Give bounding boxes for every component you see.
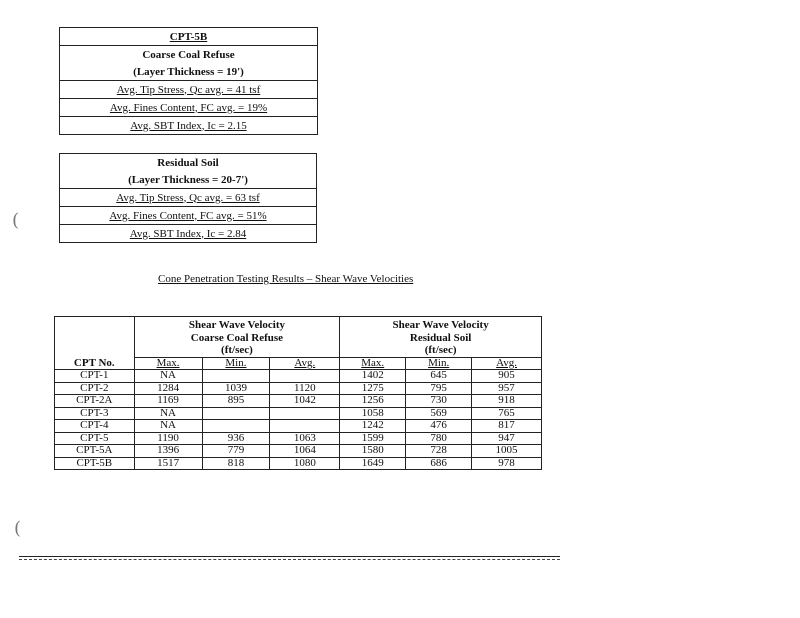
cell-coal-avg: [270, 370, 340, 383]
cell-coal-max: NA: [134, 407, 202, 420]
table-row: [55, 445, 542, 458]
box2-material: Residual Soil: [60, 154, 317, 172]
header-cpt-no: CPT No.: [55, 317, 135, 370]
cell-coal-min: [202, 370, 270, 383]
box1-fines: Avg. Fines Content, FC avg. = 19%: [60, 99, 318, 117]
table-row: [55, 370, 542, 383]
box2-sbt: Avg. SBT Index, Ic = 2.84: [60, 225, 317, 243]
sub-coal-min: Min.: [202, 357, 270, 370]
cell-soil-max: 1242: [340, 420, 406, 433]
cell-cpt: CPT-2: [55, 382, 135, 395]
cell-coal-avg: [270, 420, 340, 433]
cell-soil-min: 730: [406, 395, 472, 408]
unit-coal: (ft/sec): [134, 345, 340, 357]
cell-soil-max: 1256: [340, 395, 406, 408]
unit-soil: (ft/sec): [340, 345, 542, 357]
cell-soil-max: 1402: [340, 370, 406, 383]
cell-coal-max: 1284: [134, 382, 202, 395]
cell-coal-min: 895: [202, 395, 270, 408]
cell-soil-min: 645: [406, 370, 472, 383]
cell-coal-min: 1039: [202, 382, 270, 395]
cell-coal-avg: 1042: [270, 395, 340, 408]
cell-coal-avg: 1080: [270, 457, 340, 470]
cell-coal-max: NA: [134, 420, 202, 433]
scan-margin-mark: (: [12, 210, 20, 231]
cell-coal-max: 1517: [134, 457, 202, 470]
cell-cpt: CPT-5B: [55, 457, 135, 470]
sub-soil-avg: Avg.: [472, 357, 542, 370]
table-caption: Cone Penetration Testing Results – Shear Wave Velocities: [158, 273, 414, 285]
sub-soil-max: Max.: [340, 357, 406, 370]
box2-tip-stress: Avg. Tip Stress, Qc avg. = 63 tsf: [60, 189, 317, 207]
cell-soil-max: 1599: [340, 432, 406, 445]
cell-soil-min: 780: [406, 432, 472, 445]
box1-sbt: Avg. SBT Index, Ic = 2.15: [60, 117, 318, 135]
table-row: [55, 420, 542, 433]
footer-rule: [19, 556, 560, 557]
cell-soil-min: 728: [406, 445, 472, 458]
cell-soil-avg: 957: [472, 382, 542, 395]
cell-soil-avg: 1005: [472, 445, 542, 458]
cell-cpt: CPT-2A: [55, 395, 135, 408]
table-row: [55, 395, 542, 408]
sub-soil-min: Min.: [406, 357, 472, 370]
cell-cpt: CPT-5: [55, 432, 135, 445]
table-row: [55, 382, 542, 395]
box1-tip-stress: Avg. Tip Stress, Qc avg. = 41 tsf: [60, 81, 318, 99]
cell-soil-avg: 978: [472, 457, 542, 470]
cell-coal-min: 936: [202, 432, 270, 445]
cell-soil-max: 1275: [340, 382, 406, 395]
cell-coal-avg: 1064: [270, 445, 340, 458]
box1-title: CPT-5B: [60, 28, 318, 46]
cell-soil-avg: 765: [472, 407, 542, 420]
cell-coal-min: [202, 420, 270, 433]
cell-soil-max: 1649: [340, 457, 406, 470]
cell-coal-max: 1169: [134, 395, 202, 408]
footer-rule-dashed: [19, 559, 560, 560]
cell-soil-min: 569: [406, 407, 472, 420]
sub-coal-avg: Avg.: [270, 357, 340, 370]
scan-margin-mark: (: [14, 518, 22, 539]
sub-coal-max: Max.: [134, 357, 202, 370]
cell-coal-max: NA: [134, 370, 202, 383]
cell-soil-avg: 947: [472, 432, 542, 445]
cell-coal-avg: 1063: [270, 432, 340, 445]
cell-coal-max: 1396: [134, 445, 202, 458]
cell-coal-min: [202, 407, 270, 420]
cell-cpt: CPT-4: [55, 420, 135, 433]
cell-coal-avg: [270, 407, 340, 420]
header-soil-line2: Residual Soil: [409, 332, 472, 344]
cell-soil-avg: 817: [472, 420, 542, 433]
cell-coal-min: 818: [202, 457, 270, 470]
cell-soil-avg: 905: [472, 370, 542, 383]
box2-thickness: (Layer Thickness = 20-7'): [60, 171, 317, 189]
cell-soil-avg: 918: [472, 395, 542, 408]
cpt-5b-summary-box: [59, 27, 318, 135]
box2-fines: Avg. Fines Content, FC avg. = 51%: [60, 207, 317, 225]
header-coal-refuse: [134, 317, 340, 346]
cell-soil-min: 686: [406, 457, 472, 470]
cell-soil-max: 1058: [340, 407, 406, 420]
cell-soil-max: 1580: [340, 445, 406, 458]
cell-soil-min: 795: [406, 382, 472, 395]
header-coal-line2: Coarse Coal Refuse: [190, 332, 284, 344]
header-coal-line1: Shear Wave Velocity: [188, 319, 285, 331]
cell-soil-min: 476: [406, 420, 472, 433]
residual-soil-summary-box: [59, 153, 317, 243]
shear-wave-velocity-table: [54, 316, 542, 470]
table-row: [55, 457, 542, 470]
box1-thickness: (Layer Thickness = 19'): [60, 63, 318, 81]
table-row: [55, 407, 542, 420]
table-row: [55, 432, 542, 445]
cell-cpt: CPT-1: [55, 370, 135, 383]
header-residual-soil: [340, 317, 542, 346]
cell-cpt: CPT-3: [55, 407, 135, 420]
cell-coal-min: 779: [202, 445, 270, 458]
cell-coal-avg: 1120: [270, 382, 340, 395]
box1-material: Coarse Coal Refuse: [60, 46, 318, 64]
table-header-row: [55, 317, 542, 346]
header-soil-line1: Shear Wave Velocity: [392, 319, 489, 331]
cell-coal-max: 1190: [134, 432, 202, 445]
cell-cpt: CPT-5A: [55, 445, 135, 458]
